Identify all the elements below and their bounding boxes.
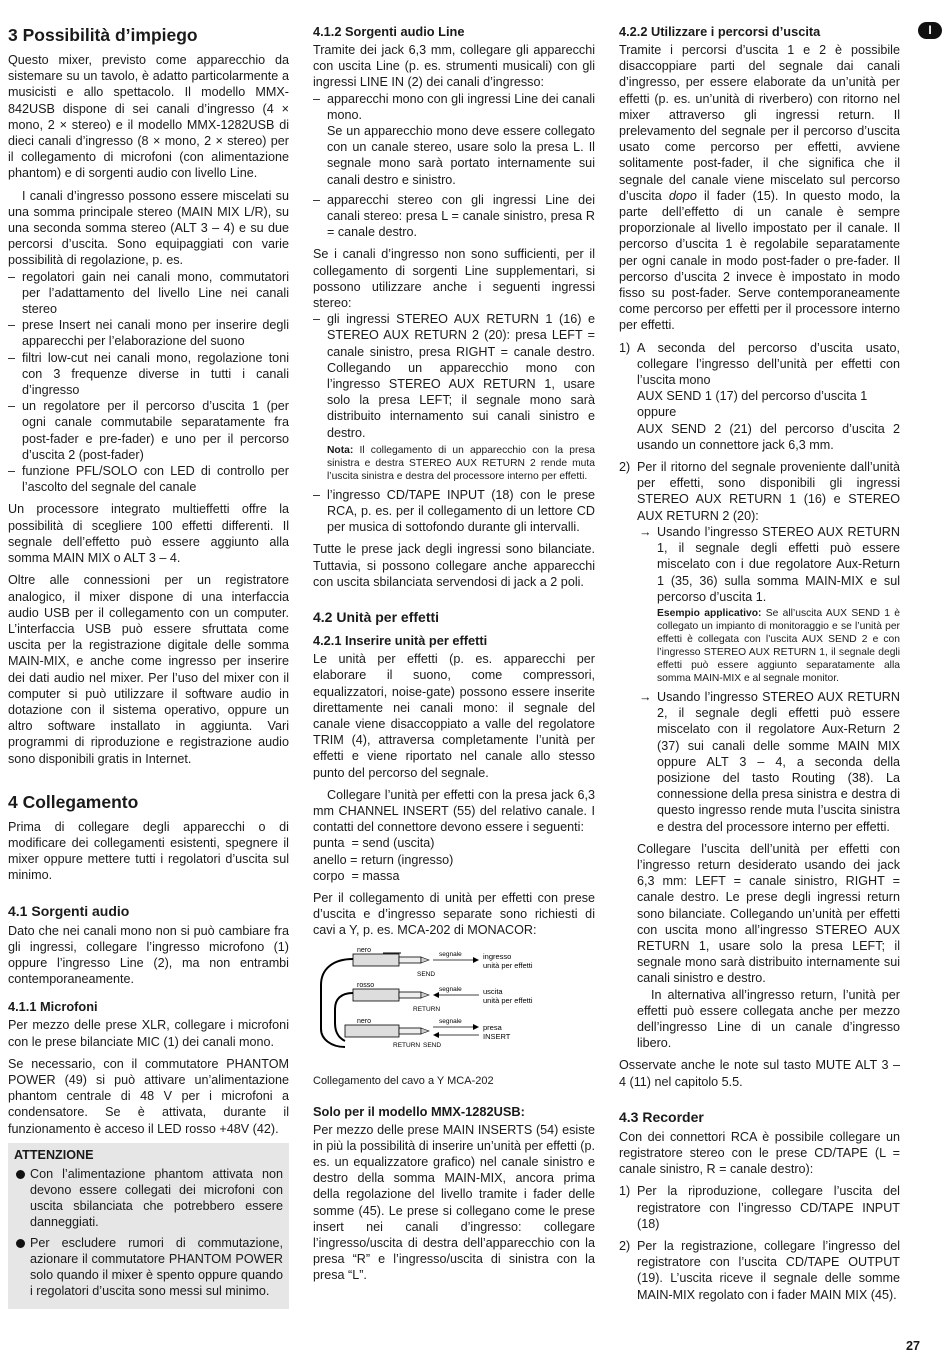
warning-box xyxy=(8,1143,289,1310)
signal-label: segnale xyxy=(439,985,462,993)
recorder-steps-list xyxy=(619,1183,900,1302)
output-label: unità per effetti xyxy=(483,995,533,1005)
section-4-1-1-heading: 4.1.1 Microfoni xyxy=(8,999,98,1015)
list-item: – regolatori gain nei canali mono, commutatori per l’adattamento del livello Line nei canali stereo xyxy=(8,269,289,318)
return-label: RETURN xyxy=(413,1005,441,1013)
column-1 xyxy=(8,24,289,1309)
list-item: – un regolatore per il percorso d’uscita 1 (per ogni canale commutabile separatamente fra post-fader e pre-fader) e uno per il percorso d’uscita 2 (post-fader) xyxy=(8,398,289,463)
section-4-3-heading: 4.3 Recorder xyxy=(619,1108,704,1125)
paragraph: Tutte le prese jack degli ingressi sono bilanciate. Tuttavia, si possono collegare anche apparecchi con uscita sbilanciata servendosi di jack a 2 poli. xyxy=(313,542,595,589)
connector-pinout xyxy=(313,835,595,884)
list-item: 1) A seconda del percorso d’uscita usato, collegare l’ingresso dell’unità per effetti con l’uscita mono AUX SEND 1 (17) del percorso d’uscita 1 oppure AUX SEND 2 (21) del percorso d’uscita 2 usando un connettore jack 6,3 mm. xyxy=(619,340,900,452)
stereo-inputs-list xyxy=(313,311,595,535)
paragraph: Dato che nei canali mono non si può cambiare fra gli ingressi, collegare l’ingresso microfono (1) oppure l’ingresso Line (2), ma non entrambi contemporaneamente. xyxy=(8,923,289,987)
wire-color-label: nero xyxy=(357,946,372,954)
return-label: RETURN xyxy=(393,1041,421,1049)
section-4-2-1-heading: 4.2.1 Inserire unità per effetti xyxy=(313,633,488,649)
column-3 xyxy=(619,24,900,1309)
paragraph: Prima di collegare degli apparecchi o di modificare dei collegamenti esistenti, spegnere il mixer oppure mettere tutti i regolatori d’uscita sul minimo. xyxy=(8,819,289,883)
section-4-2-2-heading: 4.2.2 Utilizzare i percorsi d’uscita xyxy=(619,24,821,39)
paragraph: Per il collegamento di unità per effetti con prese d’uscita e d’ingresso separate sono richiesti di cavi a Y, p. es. MCA-202 di MONACOR: xyxy=(313,890,595,938)
list-item: – prese Insert nei canali mono per inserire degli apparecchi per l’elaborazione del suono xyxy=(8,317,289,349)
send-label: SEND xyxy=(417,970,436,978)
paragraph: Con dei connettori RCA è possibile collegare un registratore stereo con le prese CD/TAPE (L = canale sinistro, R = canale destro): xyxy=(619,1129,900,1177)
output-label: ingresso xyxy=(483,951,512,961)
figure-caption: Collegamento del cavo a Y MCA-202 xyxy=(313,1074,494,1087)
list-item: – l’ingresso CD/TAPE INPUT (18) con le prese RCA, p. es. per il collegamento di un lettore CD per musica di sottofondo durante gli intervalli. xyxy=(313,487,595,536)
paragraph: Osservate anche le note sul tasto MUTE ALT 3 – 4 (11) nel capitolo 5.5. xyxy=(619,1058,900,1089)
section-4-1-2-heading: 4.1.2 Sorgenti audio Line xyxy=(313,24,465,39)
send-label: SEND xyxy=(423,1041,442,1049)
model-only-heading: Solo per il modello MMX-1282USB: xyxy=(313,1103,525,1119)
output-label: uscita xyxy=(483,986,503,996)
paragraph: In alternativa all’ingresso return, l’unità per effetti può essere collegata anche per mezzo dell’ingresso Line di un canale d’ingresso libero. xyxy=(637,987,900,1051)
list-item: 2) Per la registrazione, collegare l’ingresso del registratore con l’uscita CD/TAPE OUTPUT (19). L’uscita riceve il segnale delle somme MAIN-MIX regolato con i fader MAIN MIX (45). xyxy=(619,1239,900,1302)
paragraph: Per mezzo delle prese MAIN INSERTS (54) esiste in più la possibilità di inserire un’unità per effetti (p. es. un equalizzatore grafico) nel canale sinistro e destro della somma MAIN-MIX, ancora prima della regolazione del livello tramite i fader delle somme (45). Le prese si collegano come le prese insert nei canali d’ingresso: collegare l’ingresso/uscita di destra dell’apparecchio con la presa “R” e l’ingresso/uscita di sinistra con la presa “L”. xyxy=(313,1122,595,1283)
paragraph: Se i canali d’ingresso non sono sufficienti, per il collegamento di sorgenti Line supplementari, si possono utilizzare anche i seguenti ingressi stereo: xyxy=(313,247,595,311)
wire-color-label: rosso xyxy=(357,981,375,989)
list-item: – apparecchi mono con gli ingressi Line dei canali mono. Se un apparecchio mono deve essere collegato con un canale stereo, usare solo la presa L. Il segnale mono sarà portato internamente sui canali destro e sinistro. xyxy=(313,91,595,188)
paragraph: Oltre alle connessioni per un registratore analogico, il mixer dispone di una interfaccia audio USB per il collegamento con un computer. L’interfaccia USB può essere sfruttata come uscita per la registrazione digitale delle somma MAIN-MIX, e anche come ingresso per inserire dei dati audio nel mixer. Per l’uso del mixer con il computer si può utilizzare il software audio in dotazione con il sistema operativo, oppure un altro software installato in aggiunta. Vari programmi di riproduzione e registrazione audio sono disponibili gratis in Internet. xyxy=(8,573,289,766)
feature-list xyxy=(8,269,289,496)
line-sources-list xyxy=(313,91,595,241)
section-4-heading: 4 Collegamento xyxy=(8,791,139,812)
paragraph: Se necessario, con il commutatore PHANTOM POWER (49) si può attivare un’alimentazione phantom centrale di 48 V per i microfoni a condensatore. Se è attivata, durante il funzionamento è acceso il LED rosso +48V (42). xyxy=(8,1056,289,1136)
pinout-line: punta = send (uscita) xyxy=(313,836,435,851)
example-note: Esempio applicativo: Se all’uscita AUX SEND 1 è collegato un impianto di monitoraggio e se l’unità per effetti è collegata con l’uscita AUX SEND 2 e con l’ingresso STEREO AUX RETURN 1, il segnale degli effetti può essere aggiunto separatamente alla somma MAIN-MIX e al segnale monitor. xyxy=(657,607,900,684)
paragraph: Collegare l’unità per effetti con la presa jack 6,3 mm CHANNEL INSERT (55) del relativo canale. I contatti del connettore devono essere i seguenti: xyxy=(313,787,595,835)
list-item: – funzione PFL/SOLO con LED di controllo per l’ascolto del segnale del canale xyxy=(8,463,289,495)
output-label: unità per effetti xyxy=(483,960,533,970)
paragraph: I canali d’ingresso possono essere miscelati su una somma principale stereo (MAIN MIX L/R), su una seconda somma stereo (ALT 3 – 4) e su due percorsi d’uscita. Sono equipaggiati con varie possibilità di regolazione, p. es. xyxy=(8,188,289,268)
warning-title: ATTENZIONE xyxy=(14,1147,94,1162)
signal-label: segnale xyxy=(439,950,462,958)
signal-label: segnale xyxy=(439,1017,462,1025)
paragraph: Tramite dei jack 6,3 mm, collegare gli apparecchi con uscita Line (p. es. strumenti musicali) con gli ingressi LINE IN (2) dei canali d’ingresso: xyxy=(313,43,595,90)
list-item: 2) Per il ritorno del segnale proveniente dall’unità per effetti, sono disponibili gli ingressi STEREO AUX RETURN 1 (16) e STEREO AUX RETURN 2 (20): → Usando l’ingresso STEREO AUX RETURN 1, il segnale degli effetti può essere miscelato con i due regolatore Aux-Return 1 (35, 36) sulla somma MAIN-MIX e sul percorso d’uscita 1. Esempio applicativo: Se all’uscita AUX SEND 1 è collegato un impianto di monitoraggio e se l’unità per effetti è collegata con l’uscita AUX SEND 2 e con l’ingresso STEREO AUX RETURN 1, il segnale degli effetti può essere aggiunto separatamente alla somma MAIN-MIX e al segnale monitor. → Usando l’ingresso STEREO AUX RETURN 2, il segnale degli effetti può essere miscelato con il regolatore Aux-Return 2 (37) sui canali delle somme MAIN MIX oppure ALT 3 – 4, a seconda della posizione del tasto Routing (38). La connessione della presa sinistra e destra di questo ingresso rende muta l’uscita sinistra e destra del processore interno per effetti. xyxy=(619,460,900,834)
wire-color-label: nero xyxy=(357,1017,372,1025)
section-4-2-heading: 4.2 Unità per effetti xyxy=(313,609,440,626)
output-label: presa xyxy=(483,1022,502,1032)
section-4-1-heading: 4.1 Sorgenti audio xyxy=(8,902,130,919)
paragraph: Collegare l’uscita dell’unità per effetti con l’ingresso return desiderato usando dei jack 6,3 mm: LEFT = canale sinistro, RIGHT = canale destro. Le prese degli ingressi return sono bilanciate. Collegando un’unità per effetti con uscita mono all’ingresso STEREO AUX RETURN 1, usare solo la presa LEFT; il segnale mono sarà distribuito internamente sui canali sinistro e destro. xyxy=(637,841,900,986)
warning-item: Per escludere rumori di commutazione, azionare il commutatore PHANTOM POWER solo quando il mixer è spento oppure quando i regolatori d’uscita sono messi sul minimo. xyxy=(14,1235,283,1300)
list-item: 1) Per la riproduzione, collegare l’uscita del registratore con l’ingresso CD/TAPE INPUT (18) xyxy=(619,1184,900,1231)
aux-steps-list xyxy=(619,340,900,835)
page-number: 27 xyxy=(906,1339,921,1353)
list-item: – apparecchi stereo con gli ingressi Line dei canali stereo: presa L = canale sinistro, presa R = canale destro. xyxy=(313,192,595,241)
warning-item: Con l’alimentazione phantom attivata non devono essere collegati dei microfoni con uscita sbilanciata che potrebbero essere danneggiati. xyxy=(14,1166,283,1231)
paragraph: Per mezzo delle prese XLR, collegare i microfoni con le prese bilanciate MIC (1) dei canali mono. xyxy=(8,1018,289,1049)
list-item: – gli ingressi STEREO AUX RETURN 1 (16) e STEREO AUX RETURN 2 (20): presa LEFT = canale sinistro, presa RIGHT = canale destro. Collegando un apparecchio mono con l’ingresso STEREO AUX RETURN 1, usare solo la presa LEFT; il segnale mono sarà distribuito internamento sui canali sinistro e destro. Nota: Il collegamento di un apparecchio con la presa sinistra e destra STEREO AUX RETURN 2 rende muta l’uscita sinistra e destra del processore interno per effetti. xyxy=(313,311,595,483)
paragraph: Tramite i percorsi d’uscita 1 e 2 è possibile disaccoppiare parti del segnale dai canali d’ingresso, per essere elaborate da un’unità per effetti (p. es. un’unità di riverbero) con ritorno nel mixer attraverso gli ingressi return. Il prelevamento del segnale per il percorso d’uscita usato come percorso per effetti, avviene solitamente post-fader, il che significa che il segnale del canale viene miscelato sul percorso d’uscita dopo il fader (15). In questo modo, la parte dell’effetto di un canale è sempre proporzionale al livello impostato per il canale. Il percorso d’uscita 1 è regolabile separatamente per ogni canale in modo post-fader o pre-fader. Il percorso d’uscita 2 invece è impostato in modo fisso su post-fader. Serve contemporaneamente come percorso per effetti per il processore interno per effetti. xyxy=(619,43,901,333)
section-3-heading: 3 Possibilità d’impiego xyxy=(8,25,198,45)
arrow-item: → Usando l’ingresso STEREO AUX RETURN 2, il segnale degli effetti può essere miscelato con il regolatore Aux-Return 2 (37) sui canali delle somme MAIN MIX oppure ALT 3 – 4, a seconda della posizione del tasto Routing (38). La connessione della presa sinistra e destra di questo ingresso rende muta l’uscita sinistra e destra del processore interno per effetti. xyxy=(639,689,900,834)
pinout-line: anello = return (ingresso) xyxy=(313,852,454,867)
column-2 xyxy=(313,24,595,1290)
output-label: INSERT xyxy=(483,1031,511,1041)
y-cable-diagram xyxy=(313,943,595,1067)
paragraph: Le unità per effetti (p. es. apparecchi per elaborare il suono, come compressori, equalizzatori, noise-gate) possono essere inserite direttamente nei canali mono: il segnale del canale viene disaccoppiato a valle del regolatore TRIM (4), attraversa completamente l’unità per effetti e viene riportato nel canale allo stesso punto del percorso del segnale. xyxy=(313,652,595,780)
paragraph: Questo mixer, previsto come apparecchio da sistemare su un tavolo, è adatto particolarmente a musicisti e allo spettacolo. Il modello MMX-842USB dispone di sei canali d’ingresso (4 × mono, 2 × stereo) e il modello MMX-1282USB di dieci canali d’ingresso (8 × mono, 2 × stereo) per il collegamento di microfoni (con alimentazione phantom) e di sorgenti audio con livello Line. xyxy=(8,53,289,181)
arrow-item: → Usando l’ingresso STEREO AUX RETURN 1, il segnale degli effetti può essere miscelato con i due regolatore Aux-Return 1 (35, 36) sulla somma MAIN-MIX e sul percorso d’uscita 1. Esempio applicativo: Se all’uscita AUX SEND 1 è collegato un impianto di monitoraggio e se l’unità per effetti è collegata con l’uscita AUX SEND 2 e con l’ingresso STEREO AUX RETURN 1, il segnale degli effetti può essere aggiunto separatamente alla somma MAIN-MIX e al segnale monitor. xyxy=(639,524,900,684)
note: Nota: Il collegamento di un apparecchio con la presa sinistra e destra STEREO AUX RETURN 2 rende muta l’uscita sinistra e destra del processore interno per effetti. xyxy=(327,444,595,482)
language-badge: I xyxy=(918,22,942,39)
pinout-line: corpo = massa xyxy=(313,868,400,883)
list-item: – filtri low-cut nei canali mono, regolazione toni con 3 frequenze diverse in tutti i canali d’ingresso xyxy=(8,350,289,399)
paragraph: Un processore integrato multieffetti offre la possibilità di scegliere 100 effetti differenti. Il segnale dell’effetto può essere aggiunto alla somma MAIN MIX o ALT 3 – 4. xyxy=(8,502,289,566)
